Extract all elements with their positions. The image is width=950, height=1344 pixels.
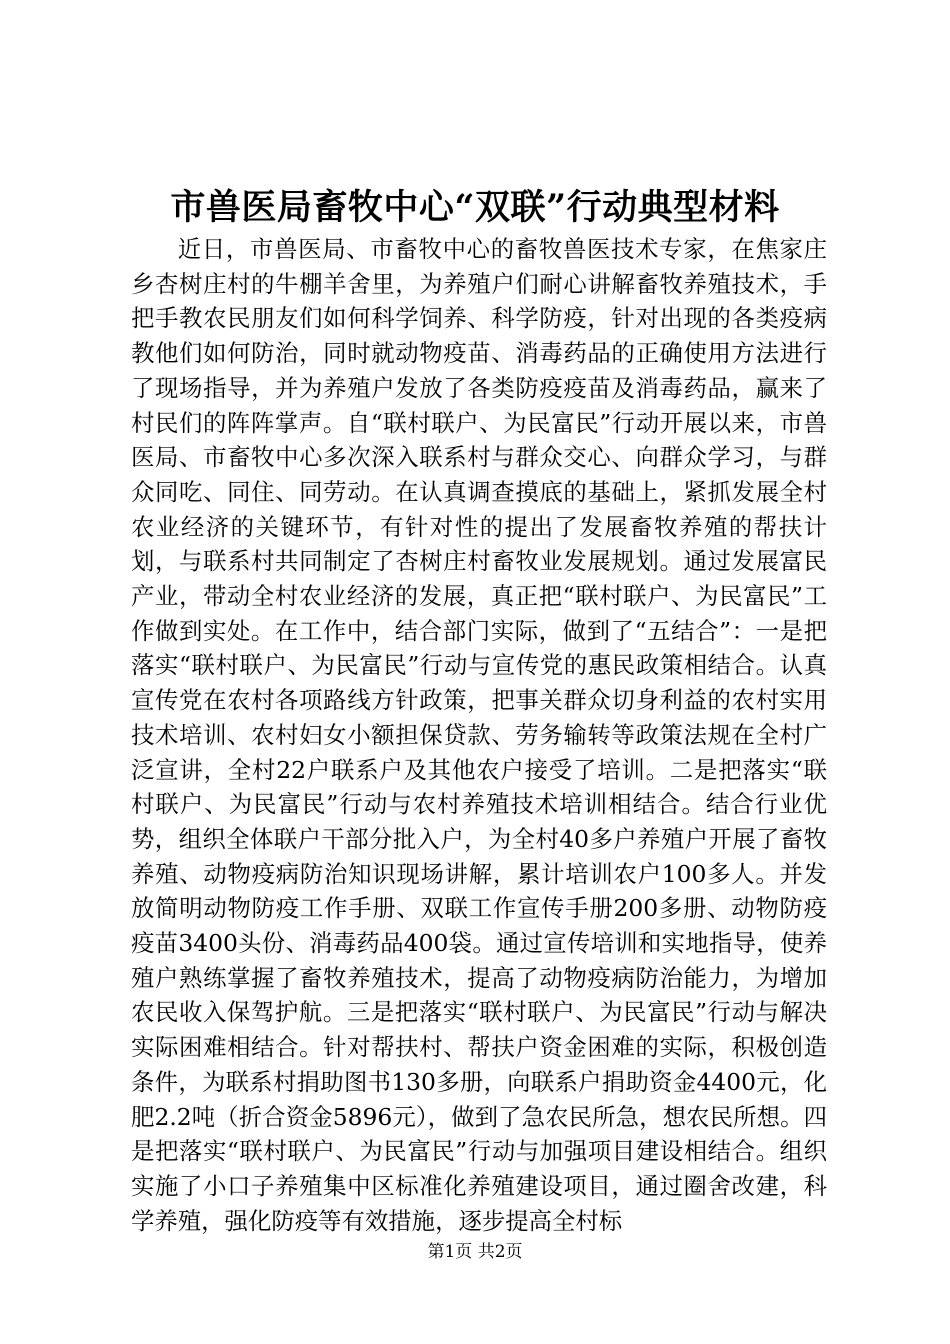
document-title: 市兽医局畜牧中心“双联”行动典型材料: [170, 187, 780, 228]
page-number-footer: 第1页 共2页: [427, 1242, 523, 1262]
body-paragraph: 近日，市兽医局、市畜牧中心的畜牧兽医技术专家，在焦家庄乡杏树庄村的牛棚羊舍里，为养殖户们耐心讲解畜牧养殖技术，手把手教农民朋友们如何科学饲养、科学防疫，针对出现的各类疫病教他们如何防治，同时就动物疫苗、消毒药品的正确使用方法进行了现场指导，并为养殖户发放了各类防疫疫苗及消毒药品，赢来了村民们的阵阵掌声。自“联村联户、为民富民”行动开展以来，市兽医局、市畜牧中心多次深入联系村与群众交心、向群众学习，与群众同吃、同住、同劳动。在认真调查摸底的基础上，紧抓发展全村农业经济的关键环节，有针对性的提出了发展畜牧养殖的帮扶计划，与联系村共同制定了杏树庄村畜牧业发展规划。通过发展富民产业，带动全村农业经济的发展，真正把“联村联户、为民富民”工作做到实处。在工作中，结合部门实际，做到了“五结合”：一是把落实“联村联户、为民富民”行动与宣传党的惠民政策相结合。认真宣传党在农村各项路线方针政策，把事关群众切身利益的农村实用技术培训、农村妇女小额担保贷款、劳务输转等政策法规在全村广泛宣讲，全村22户联系户及其他农户接受了培训。二是把落实“联村联户、为民富民”行动与农村养殖技术培训相结合。结合行业优势，组织全体联户干部分批入户，为全村40多户养殖户开展了畜牧养殖、动物疫病防治知识现场讲解，累计培训农户100多人。并发放简明动物防疫工作手册、双联工作宣传手册200多册、动物防疫疫苗3400头份、消毒药品400袋。通过宣传培训和实地指导，使养殖户熟练掌握了畜牧养殖技术，提高了动物疫病防治能力，为增加农民收入保驾护航。三是把落实“联村联户、为民富民”行动与解决实际困难相结合。针对帮扶村、帮扶户资金困难的实际，积极创造条件，为联系村捐助图书130多册，向联系户捐助资金4400元，化肥2.2吨（折合资金5896元），做到了急农民所急，想农民所想。四是把落实“联村联户、为民富民”行动与加强项目建设相结合。组织实施了小口子养殖集中区标准化养殖建设项目，通过圈舍改建，科学养殖，强化防疫等有效措施，逐步提高全村标: [131, 235, 827, 1235]
